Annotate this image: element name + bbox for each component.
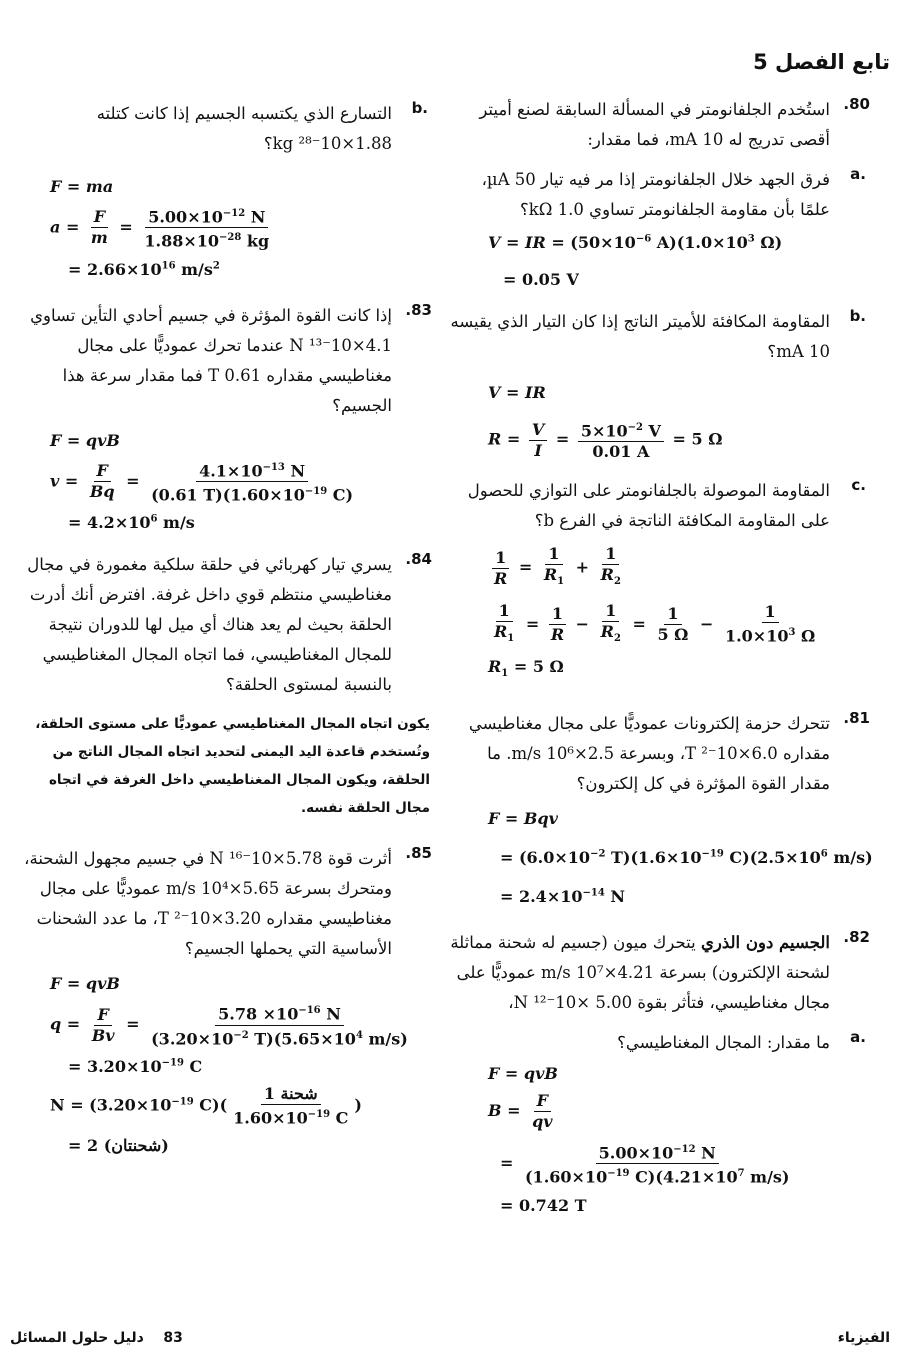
- answer-text: يكون اتجاه المجال المغناطيسي عموديًّا على مستوى الحلقة، وتُستخدم قاعدة اليد اليمنى لتحديد اتجاه المجال الناتج من الحلقة، ويكون المجال المغناطيسي داخل الغرفة في اتجاه مجال الحلقة نفسه.: [35, 716, 430, 817]
- equation: = 0.742 T: [500, 1195, 587, 1215]
- part-letter: b.: [411, 99, 428, 117]
- question-text: تتحرك حزمة إلكترونات عموديًّا على مجال مغناطيسي مقداره 6.0×10⁻² T، وبسرعة 2.5×10⁶ m/s. ما مقدار القوة المؤثرة في كل إلكترون؟: [468, 713, 830, 793]
- part-text: المقاومة المكافئة للأميتر الناتج إذا كان التيار الذي يقيسه 10 mA؟: [450, 312, 830, 361]
- question-text: إذا كانت القوة المؤثرة في جسيم أحادي التأين تساوي 4.1×10⁻¹³ N عندما تحرك عموديًّا على مجال مغناطيسي مقداره 0.61 T فما مقدار سرعة هذا الجسيم؟: [30, 305, 392, 415]
- question-text-wrap: [448, 928, 830, 1018]
- equation: B = $\frac{F}{qv}$: [488, 1090, 553, 1131]
- part-text: التسارع الذي يكتسبه الجسيم إذا كانت كتلته 1.88×10⁻²⁸ kg؟: [96, 104, 392, 153]
- question-number: .84: [405, 550, 432, 569]
- part-letter: c.: [851, 476, 866, 495]
- question-85: [10, 844, 430, 964]
- book-title: دليل حلول المسائل: [10, 1330, 144, 1346]
- footer-subject: الفيزياء: [837, 1330, 890, 1346]
- part-80b: [448, 307, 868, 367]
- chapter-header: تابع الفصل 5: [753, 50, 890, 74]
- equation: V = IR: [488, 383, 546, 402]
- question-text: يسري تيار كهربائي في حلقة سلكية مغمورة في مجال مغناطيسي منتظم قوي داخل غرفة. افترض أنك أدرت الحلقة بحيث لم يعد هناك أي ميل لها للدوران نتيجة للمجال المغناطيسي، فما اتجاه المجال المغناطيسي بالنسبة لمستوى الحلقة؟: [27, 555, 392, 695]
- equation: $R_1 = 5$ Ω: [488, 656, 564, 679]
- equation: F = qvB: [50, 430, 120, 450]
- equation: q = $\frac{F}{Bv}$ = $\frac{5.78 \times 10^{-16} N}{(3.20\times 10^{-2} T)(5.65\times 10^4 m/s)}$: [50, 1001, 430, 1049]
- question-84: [10, 550, 430, 700]
- equation: = 2 (شحنتان): [68, 1136, 169, 1156]
- part-80c: [448, 476, 868, 536]
- part-82b: [10, 99, 430, 159]
- left-column: [10, 95, 430, 1163]
- part-text: المقاومة الموصولة بالجلفانومتر على التوازي للحصول على المقاومة المكافئة الناتجة في الفرع b؟: [467, 481, 830, 531]
- equation: v = $\frac{F}{Bq}$ = $\frac{4.1\times 10^{-13} N}{(0.61 T)(1.60\times 10^{-19} C)}$: [50, 458, 430, 506]
- equation: F = ma: [50, 177, 114, 196]
- equation: a = $\frac{F}{m}$ = $\frac{5.00\times 10^{-12} N}{1.88\times 10^{-28} kg}$: [50, 204, 430, 252]
- equation: F = Bqv: [488, 808, 558, 828]
- equation: F = qvB: [50, 974, 120, 994]
- question-number: .85: [405, 844, 432, 863]
- equation: R = $\frac{V}{I}$ = $\frac{5\times 10^{-2} V}{0.01 A}$ = 5 Ω: [488, 419, 723, 462]
- question-number: .80: [843, 95, 870, 113]
- part-80a: [448, 165, 868, 225]
- equation: V = IR = ($50\times 10^{-6}$ $A)(1.0\times 10^3$ Ω): [488, 233, 783, 252]
- charges-label: (شحنتان): [103, 1136, 169, 1156]
- equation: = $3.20\times 10^{-19}$ C: [68, 1056, 203, 1076]
- equation: $N = (3.20\times 10^{-19}$ C)( $\frac{\text{1 شحنة}}{1.60\times 10^{-19} C}$ ): [50, 1083, 362, 1128]
- right-column: [448, 95, 873, 1223]
- equation: $\frac{1}{R_1}$ = $\frac{1}{R}$ − $\frac{1}{R_2}$ = $\frac{1}{5 \Omega}$ − $\frac{1}{1.0\times 10^3 \Omega}$: [494, 600, 816, 646]
- charge-unit-label: شحنة: [280, 1083, 318, 1103]
- question-number: .81: [843, 708, 870, 727]
- part-letter: a.: [850, 165, 866, 183]
- question-text: استُخدم الجلفانومتر في المسألة السابقة لصنع أميتر أقصى تدريج له 10 mA، فما مقدار:: [479, 100, 830, 149]
- question-text: يتحرك ميون (جسيم له شحنة مماثلة لشحنة الإلكترون) بسرعة 4.21×10⁷ m/s عموديًّا على مجال مغناطيسي، فتأثر بقوة 5.00 ×10⁻¹² N،: [450, 932, 830, 1012]
- equation: = $2.66\times 10^{16}$ $m/s^2$: [68, 259, 220, 279]
- equation: = 0.05 V: [503, 270, 579, 289]
- equation: = $4.2\times 10^6$ m/s: [68, 513, 195, 533]
- equation: = ($6.0\times 10^{-2}$ $T)(1.6\times 10^{-19}$ $C)(2.5\times 10^6$ m/s): [500, 847, 873, 867]
- question-82: [448, 928, 868, 1018]
- footer-left: [10, 1330, 183, 1346]
- question-number: .82: [843, 927, 870, 946]
- equation: F = qvB: [488, 1063, 558, 1083]
- equation: $\frac{1}{R}$ = $\frac{1}{R_1}$ + $\frac{1}{R_2}$: [494, 544, 621, 588]
- part-text: فرق الجهد خلال الجلفانومتر إذا مر فيه تيار 50 µA، علمًا بأن مقاومة الجلفانومتر تساوي 1.0 kΩ؟: [481, 170, 830, 219]
- part-letter: b.: [849, 307, 866, 325]
- question-number: .83: [405, 300, 432, 319]
- question-81: [448, 709, 868, 799]
- part-82a: [448, 1028, 868, 1058]
- equation: = $\frac{5.00\times 10^{-12} N}{(1.60\times 10^{-19} C)(4.21\times 10^7 m/s)}$: [500, 1140, 868, 1188]
- question-80: [448, 95, 868, 155]
- part-letter: a.: [850, 1027, 866, 1046]
- part-text: ما مقدار: المجال المغناطيسي؟: [617, 1032, 830, 1052]
- equation: = $2.4\times 10^{-14}$ N: [500, 886, 625, 906]
- question-keyword: الجسيم دون الذري: [700, 932, 830, 952]
- page-number: 83: [163, 1330, 183, 1346]
- question-83: [10, 301, 430, 421]
- question-text: أثرت قوة 5.78×10⁻¹⁶ N في جسيم مجهول الشحنة، ومتحرك بسرعة 5.65×10⁴ m/s عموديًّا على مجال مغناطيسي مقداره 3.20×10⁻² T، ما عدد الشحنات الأساسية التي يحملها الجسيم؟: [24, 849, 392, 959]
